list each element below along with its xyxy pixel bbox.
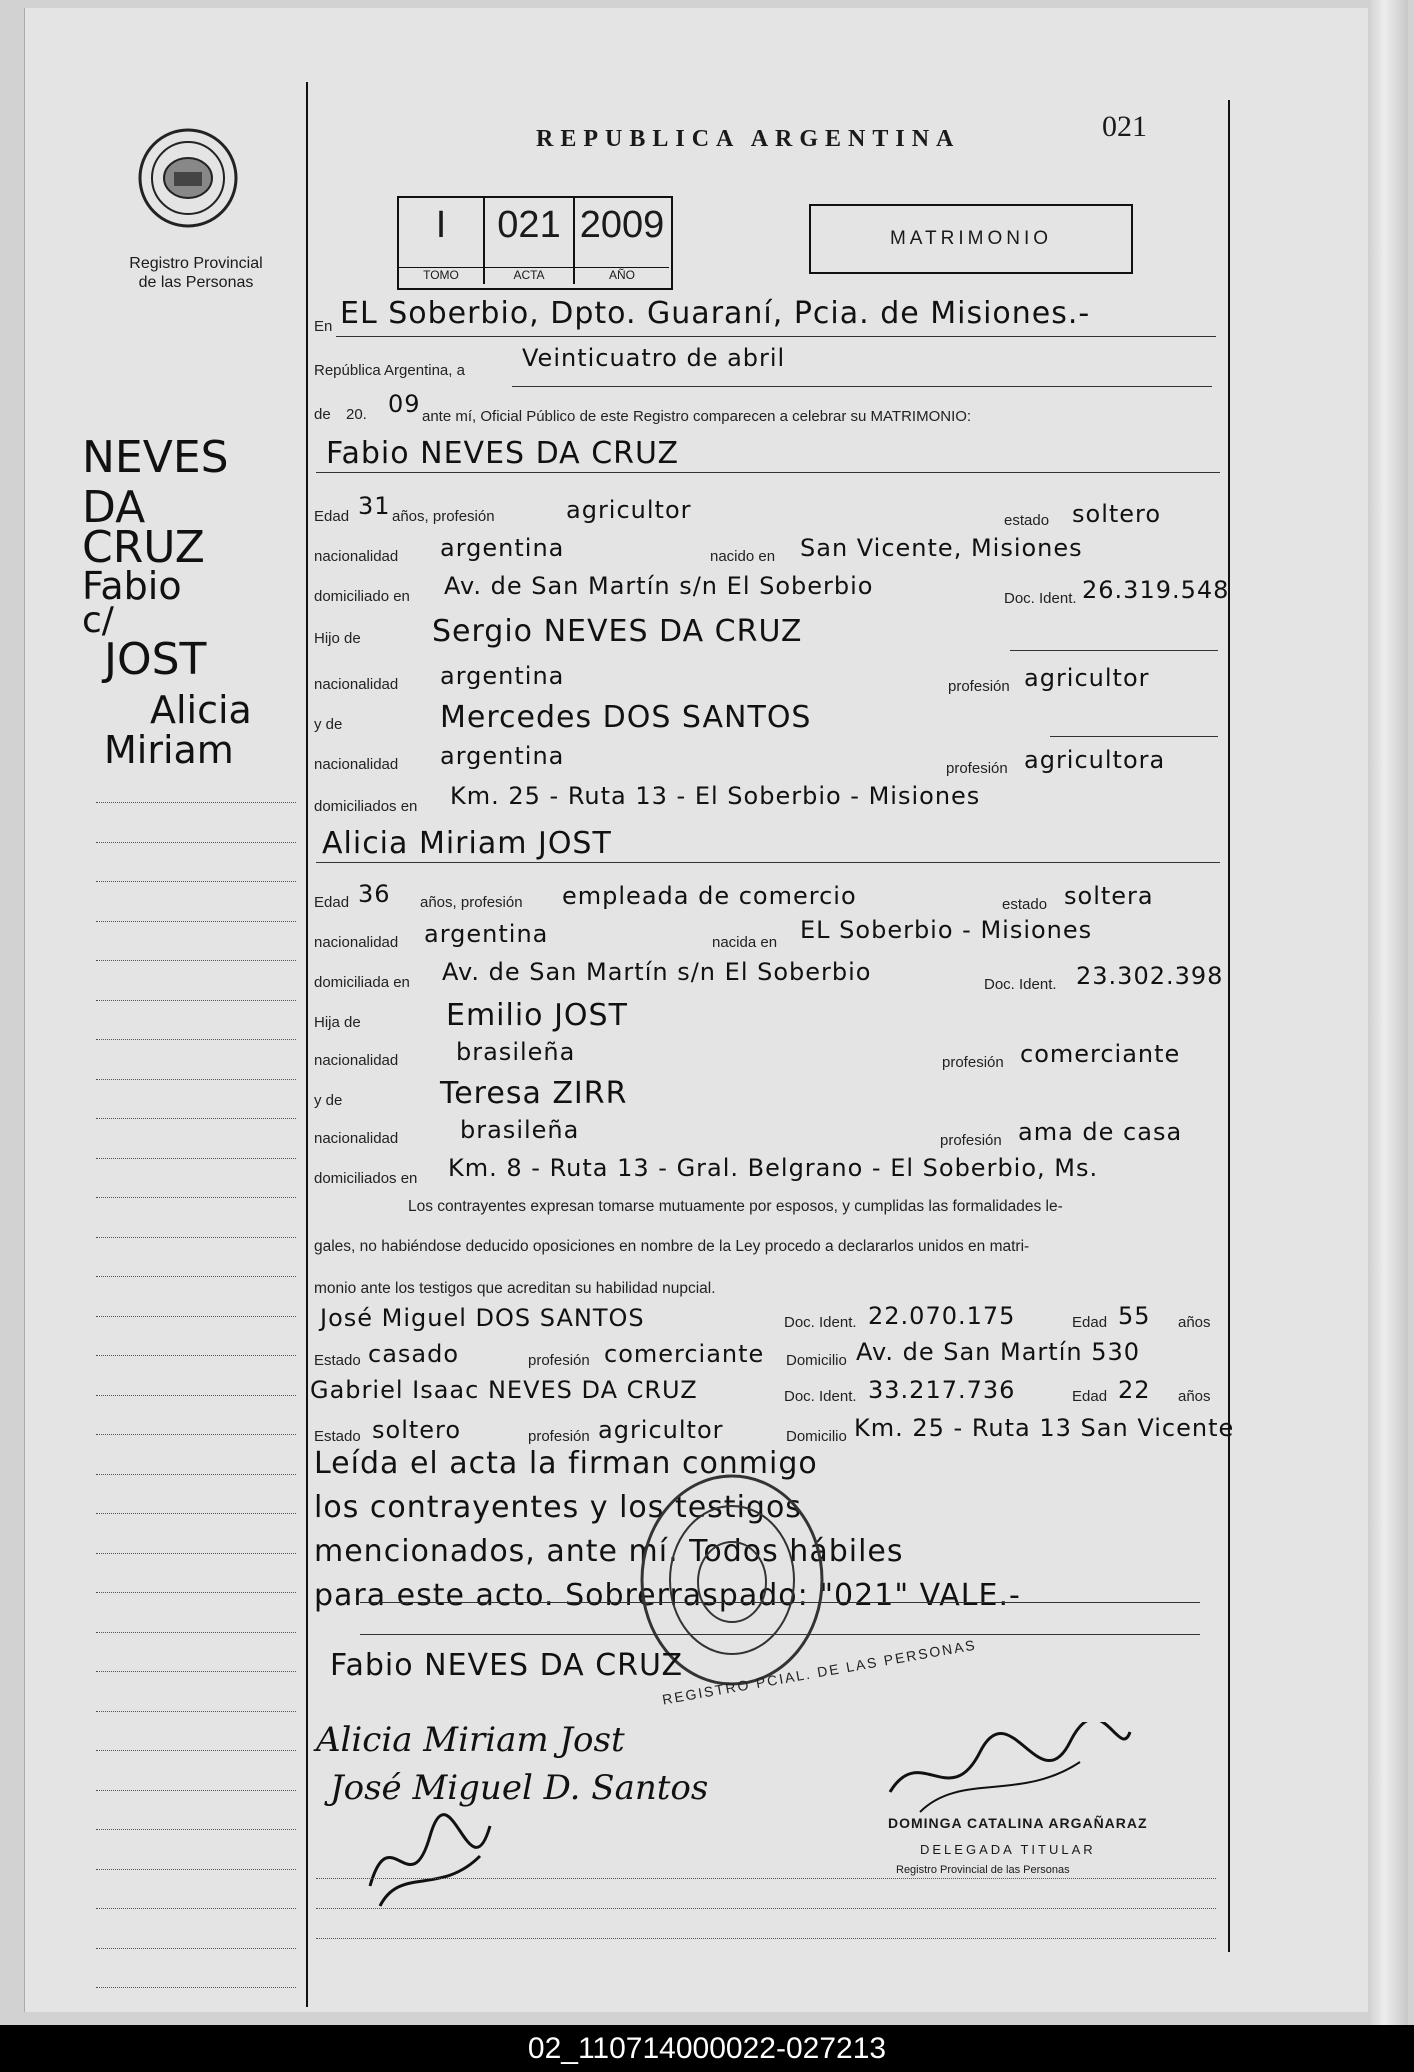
- formula-line-3: monio ante los testigos que acreditan su habilidad nupcial.: [314, 1280, 716, 1297]
- signature-official: [880, 1722, 1140, 1822]
- witness-2-estado-label: Estado: [314, 1428, 361, 1445]
- bride-name-line: [316, 862, 1220, 863]
- margin-divider: [306, 82, 308, 2007]
- witness-2-estado: soltero: [372, 1416, 462, 1444]
- margin-rule: [96, 881, 296, 882]
- bride-mother-prof: ama de casa: [1018, 1118, 1183, 1146]
- margin-rule: [96, 1908, 296, 1909]
- bride-doc: 23.302.398: [1076, 962, 1224, 990]
- right-frame: [1228, 100, 1230, 1952]
- official-name: DOMINGA CATALINA ARGAÑARAZ: [888, 1815, 1148, 1831]
- book-edge: [1368, 0, 1408, 2025]
- footer-code: 02_110714000022-027213: [0, 2025, 1414, 2072]
- margin-rule: [96, 1513, 296, 1514]
- groom-doc-label: Doc. Ident.: [1004, 590, 1077, 607]
- closing-line-1: Leída el acta la firman conmigo: [314, 1446, 818, 1481]
- witness-1-edad-label: Edad: [1072, 1314, 1108, 1331]
- margin-rule: [96, 1869, 296, 1870]
- groom-nacionalidad: argentina: [440, 534, 565, 562]
- bride-domicilio: Av. de San Martín s/n El Soberbio: [442, 958, 872, 986]
- witness-1-name: José Miguel DOS SANTOS: [320, 1304, 645, 1332]
- margin-rule: [96, 1711, 296, 1712]
- groom-nacido: San Vicente, Misiones: [800, 534, 1083, 562]
- groom-profesion: agricultor: [566, 496, 692, 524]
- groom-dom-label: domiciliado en: [314, 588, 410, 605]
- de-label: de: [314, 406, 331, 423]
- bride-profesion: empleada de comercio: [562, 882, 857, 910]
- groom-prof-label: años, profesión: [392, 508, 495, 525]
- acta-value: 021: [497, 204, 561, 246]
- act-type-box: MATRIMONIO: [809, 204, 1133, 274]
- groom-estado-label: estado: [1004, 512, 1050, 529]
- margin-rule: [96, 1987, 296, 1988]
- groom-mother-nac: argentina: [440, 742, 565, 770]
- margin-rule: [96, 1000, 296, 1001]
- bride-yde-label: y de: [314, 1092, 343, 1109]
- signature-groom: Fabio NEVES DA CRUZ: [330, 1648, 684, 1683]
- tomo-value: I: [435, 204, 447, 246]
- groom-father-line: [1010, 650, 1218, 651]
- witness-1-estado: casado: [368, 1340, 460, 1368]
- margin-cruz: CRUZ: [82, 522, 205, 573]
- groom-mother: Mercedes DOS SANTOS: [440, 700, 812, 735]
- formula-line-1: Los contrayentes expresan tomarse mutuamente por esposos, y cumplidas las formalidades le-: [408, 1198, 1063, 1215]
- margin-rule: [96, 1434, 296, 1435]
- year-cell: [575, 198, 669, 284]
- bride-mother-prof-label: profesión: [940, 1132, 1002, 1149]
- tomo-label: TOMO: [399, 267, 483, 282]
- bride-father-nac: brasileña: [456, 1038, 576, 1066]
- margin-rule: [96, 1237, 296, 1238]
- registry-line-1: Registro Provincial: [129, 255, 263, 272]
- margin-fabio: Fabio: [82, 564, 182, 608]
- margin-rule: [96, 1829, 296, 1830]
- groom-father-prof-label: profesión: [948, 678, 1010, 695]
- groom-parents-dom-label: domiciliados en: [314, 798, 418, 815]
- year-suffix: 09: [388, 390, 421, 418]
- witness-1-dom: Av. de San Martín 530: [856, 1338, 1141, 1366]
- margin-rule: [96, 1474, 296, 1475]
- groom-hijo-label: Hijo de: [314, 630, 361, 647]
- bride-father-prof-label: profesión: [942, 1054, 1004, 1071]
- groom-parents-dom: Km. 25 - Ruta 13 - El Soberbio - Misiones: [450, 782, 981, 810]
- margin-rule: [96, 1158, 296, 1159]
- groom-nacido-label: nacido en: [710, 548, 776, 565]
- bride-nacionalidad: argentina: [424, 920, 549, 948]
- ante-text: ante mí, Oficial Público de este Registro comparecen a celebrar su MATRIMONIO:: [422, 408, 972, 425]
- margin-rule: [96, 1039, 296, 1040]
- witness-2-edad-label: Edad: [1072, 1388, 1108, 1405]
- margin-rule: [96, 842, 296, 843]
- margin-rule: [96, 1355, 296, 1356]
- tomo-cell: [399, 198, 485, 284]
- registry-line-2: de las Personas: [138, 274, 254, 291]
- margin-rule: [96, 921, 296, 922]
- margin-rule: [96, 1671, 296, 1672]
- bride-name: Alicia Miriam JOST: [322, 826, 612, 861]
- date-line: [512, 386, 1212, 387]
- groom-father-nac: argentina: [440, 662, 565, 690]
- witness-2-doc: 33.217.736: [868, 1376, 1016, 1404]
- registry-name: [106, 254, 286, 292]
- groom-nac-label: nacionalidad: [314, 548, 399, 565]
- bride-mother-nac: brasileña: [460, 1116, 580, 1144]
- official-title: DELEGADA TITULAR: [920, 1842, 1096, 1857]
- bride-prof-label: años, profesión: [420, 894, 523, 911]
- groom-mother-prof: agricultora: [1024, 746, 1166, 774]
- bride-doc-label: Doc. Ident.: [984, 976, 1057, 993]
- margin-rule: [96, 1197, 296, 1198]
- closing-line-4: para este acto. Sobrerraspado: "021" VALE.-: [314, 1578, 1021, 1613]
- bride-nacida-label: nacida en: [712, 934, 778, 951]
- witness-2-prof-label: profesión: [528, 1428, 590, 1445]
- groom-mother-line: [1050, 736, 1218, 737]
- margin-rule: [96, 1553, 296, 1554]
- bride-dom-label: domiciliada en: [314, 974, 410, 991]
- signature-witness-2: [360, 1806, 500, 1916]
- year-prefix: 20.: [346, 406, 367, 423]
- witness-1-doc-label: Doc. Ident.: [784, 1314, 857, 1331]
- margin-rule: [96, 1592, 296, 1593]
- bride-parents-dom-label: domiciliados en: [314, 1170, 418, 1187]
- bride-parents-dom: Km. 8 - Ruta 13 - Gral. Belgrano - El Soberbio, Ms.: [448, 1154, 1099, 1182]
- bride-estado-label: estado: [1002, 896, 1048, 913]
- signature-bride: Alicia Miriam Jost: [316, 1720, 625, 1760]
- witness-1-anos-label: años: [1178, 1314, 1211, 1331]
- place-value: EL Soberbio, Dpto. Guaraní, Pcia. de Misiones.-: [340, 296, 1091, 331]
- witness-1-prof: comerciante: [604, 1340, 765, 1368]
- bride-mother: Teresa ZIRR: [440, 1076, 628, 1111]
- bride-nac-label: nacionalidad: [314, 934, 399, 951]
- margin-rule: [96, 802, 296, 803]
- bride-nacida: EL Soberbio - Misiones: [800, 916, 1093, 944]
- witness-2-edad: 22: [1118, 1376, 1151, 1404]
- groom-father-nac-label: nacionalidad: [314, 676, 399, 693]
- witness-1-doc: 22.070.175: [868, 1302, 1016, 1330]
- witness-1-prof-label: profesión: [528, 1352, 590, 1369]
- groom-father: Sergio NEVES DA CRUZ: [432, 614, 803, 649]
- groom-edad-label: Edad: [314, 508, 350, 525]
- groom-father-prof: agricultor: [1024, 664, 1150, 692]
- margin-rule: [96, 1316, 296, 1317]
- groom-domicilio: Av. de San Martín s/n El Soberbio: [444, 572, 874, 600]
- witness-1-estado-label: Estado: [314, 1352, 361, 1369]
- en-label: En: [314, 318, 333, 335]
- signature-witness-1: José Miguel D. Santos: [330, 1768, 709, 1808]
- margin-rule: [96, 1790, 296, 1791]
- page-number: 021: [1102, 110, 1147, 143]
- margin-con: c/: [82, 600, 114, 641]
- official-office: Registro Provincial de las Personas: [896, 1864, 1070, 1876]
- place-line: [336, 336, 1216, 337]
- groom-mother-nac-label: nacionalidad: [314, 756, 399, 773]
- bride-edad: 36: [358, 880, 391, 908]
- closing-line-2: los contrayentes y los testigos: [314, 1490, 802, 1525]
- witness-2-doc-label: Doc. Ident.: [784, 1388, 857, 1405]
- groom-yde-label: y de: [314, 716, 343, 733]
- main-rule: [316, 1878, 1216, 1879]
- closing-line-3: mencionados, ante mí. Todos hábiles: [314, 1534, 904, 1569]
- bride-mother-nac-label: nacionalidad: [314, 1130, 399, 1147]
- bride-hija-label: Hija de: [314, 1014, 361, 1031]
- groom-name-line: [316, 472, 1220, 473]
- acta-label: ACTA: [485, 267, 573, 282]
- margin-rule: [96, 1632, 296, 1633]
- witness-2-dom: Km. 25 - Ruta 13 San Vicente: [854, 1414, 1235, 1442]
- margin-jost: JOST: [104, 634, 207, 685]
- main-rule: [316, 1938, 1216, 1939]
- year-value: 2009: [579, 204, 665, 246]
- groom-mother-prof-label: profesión: [946, 760, 1008, 777]
- margin-rule: [96, 960, 296, 961]
- stamp-text: REGISTRO PCIAL. DE LAS PERSONAS: [661, 1636, 978, 1708]
- margin-surname: NEVES: [82, 432, 229, 483]
- acta-cell: [485, 198, 575, 284]
- bride-father-nac-label: nacionalidad: [314, 1052, 399, 1069]
- bride-estado: soltera: [1064, 882, 1154, 910]
- bride-father: Emilio JOST: [446, 998, 628, 1033]
- country-title: REPUBLICA ARGENTINA: [536, 126, 961, 152]
- groom-name: Fabio NEVES DA CRUZ: [326, 436, 680, 471]
- formula-line-2: gales, no habiéndose deducido oposiciones en nombre de la Ley procedo a declararlos unidos en matri-: [314, 1238, 1030, 1255]
- margin-rule: [96, 1948, 296, 1949]
- margin-rule: [96, 1079, 296, 1080]
- margin-da: DA: [82, 482, 146, 533]
- witness-2-anos-label: años: [1178, 1388, 1211, 1405]
- main-rule: [316, 1908, 1216, 1909]
- date-value: Veinticuatro de abril: [522, 344, 786, 372]
- margin-miriam: Miriam: [104, 728, 234, 772]
- margin-alicia: Alicia: [150, 688, 252, 732]
- witness-1-edad: 55: [1118, 1302, 1151, 1330]
- bride-edad-label: Edad: [314, 894, 350, 911]
- witness-1-dom-label: Domicilio: [786, 1352, 847, 1369]
- margin-rule: [96, 1118, 296, 1119]
- republica-label: República Argentina, a: [314, 362, 465, 379]
- witness-2-prof: agricultor: [598, 1416, 724, 1444]
- provincial-seal-icon: [136, 126, 240, 230]
- witness-2-dom-label: Domicilio: [786, 1428, 847, 1445]
- groom-edad: 31: [358, 492, 391, 520]
- groom-doc: 26.319.548: [1082, 576, 1230, 604]
- witness-2-name: Gabriel Isaac NEVES DA CRUZ: [310, 1376, 698, 1404]
- margin-rule: [96, 1276, 296, 1277]
- year-label: AÑO: [575, 267, 669, 282]
- tomo-acta-year-box: [397, 196, 673, 290]
- bride-father-prof: comerciante: [1020, 1040, 1181, 1068]
- margin-rule: [96, 1395, 296, 1396]
- margin-rule: [96, 1750, 296, 1751]
- groom-estado: soltero: [1072, 500, 1162, 528]
